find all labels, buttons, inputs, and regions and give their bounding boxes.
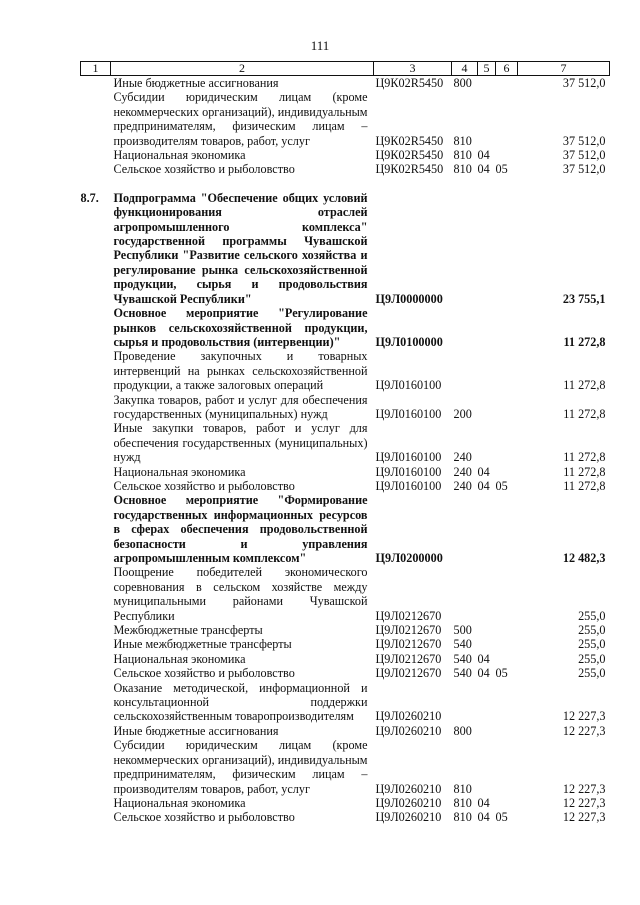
row-name: Основное мероприятие "Формирование государственных информационных ресурсов в сферах обеспечения продовольственной безопасности и управления агропромышленным комплексом" (113, 493, 368, 565)
row-subsection (496, 493, 518, 565)
row-name: Поощрение победителей экономического соревнования в сельском хозяйстве между муниципальными районами Чувашской Республики (113, 565, 368, 623)
table-row (81, 76, 610, 91)
row-number (81, 565, 111, 623)
row-expense-type: 500 (453, 623, 472, 638)
row-code: Ц9Л0160100 (375, 478, 442, 493)
row-amount: 255,0 (578, 666, 606, 681)
table-row (81, 421, 610, 464)
row-number (81, 90, 111, 148)
table-row (81, 306, 610, 349)
row-section (478, 306, 496, 349)
table-row (81, 681, 610, 724)
row-subsection (496, 724, 518, 738)
row-code: Ц9Л0212670 (375, 637, 442, 652)
row-name: Основное мероприятие "Регулирование рынков сельскохозяйственной продукции, сырья и продовольствия (интервенции)" (113, 306, 368, 349)
spacer-row (81, 177, 610, 191)
row-expense-type: 800 (453, 723, 472, 738)
row-code: Ц9Л0000000 (375, 291, 443, 306)
row-code: Ц9Л0212670 (375, 666, 442, 681)
row-code: Ц9Л0260210 (375, 795, 442, 810)
row-amount: 37 512,0 (562, 76, 606, 90)
row-section: 04 (477, 162, 490, 177)
row-amount: 255,0 (578, 608, 606, 623)
row-name: Иные бюджетные ассигнования (113, 723, 279, 738)
table-row (81, 637, 610, 651)
row-number (81, 623, 111, 637)
row-number (81, 681, 111, 724)
row-number (81, 637, 111, 651)
row-section (478, 681, 496, 724)
row-amount: 11 272,8 (563, 478, 606, 493)
budget-table (80, 61, 610, 825)
row-code: Ц9Л0260210 (375, 810, 442, 825)
row-expense-type: 540 (453, 666, 472, 681)
row-expense-type: 810 (453, 810, 472, 825)
table-row (81, 465, 610, 479)
row-name: Оказание методической, информационной и консультационной поддержки сельскохозяйственным товаропроизводителям (113, 680, 368, 724)
table-row (81, 623, 610, 637)
row-number (81, 479, 111, 493)
row-section (478, 738, 496, 796)
table-row (81, 191, 610, 306)
row-code: Ц9Л0260210 (375, 723, 442, 738)
table-row (81, 810, 610, 824)
header-col-6: 6 (496, 62, 518, 76)
row-number (81, 421, 111, 464)
header-col-7: 7 (518, 62, 610, 76)
row-number (81, 666, 111, 680)
row-number (81, 465, 111, 479)
row-name: Национальная экономика (113, 148, 246, 163)
row-section (478, 393, 496, 422)
header-col-4: 4 (452, 62, 478, 76)
row-section (478, 493, 496, 565)
row-section (478, 421, 496, 464)
row-subsection (496, 465, 518, 479)
row-amount: 12 227,3 (562, 781, 606, 796)
row-number: 8.7. (80, 190, 99, 205)
row-name: Субсидии юридическим лицам (кроме некоммерческих организаций), индивидуальным предпринимателям, физическим лицам – производителям товаров, работ, услуг (113, 90, 368, 148)
row-name: Иные бюджетные ассигнования (113, 76, 279, 90)
row-section (478, 724, 496, 738)
row-name: Национальная экономика (113, 464, 246, 479)
row-amount: 12 227,3 (562, 709, 606, 724)
row-section: 04 (477, 478, 490, 493)
table-row (81, 479, 610, 493)
table-row (81, 724, 610, 738)
row-expense-type: 240 (453, 478, 472, 493)
row-expense-type (452, 349, 478, 392)
row-amount: 23 755,1 (562, 291, 606, 306)
row-code: Ц9Л0200000 (375, 551, 443, 565)
row-name: Подпрограмма "Обеспечение общих условий функционирования отраслей агропромышленного комплекса" государственной программы Чувашской Республики "Развитие сельского хозяйства и регулирование рынка сельскохозяйственной продукции, сырья и продовольствия Чувашской Республики" (113, 190, 368, 306)
row-section: 04 (477, 651, 490, 666)
row-expense-type: 800 (453, 76, 472, 90)
row-section: 04 (477, 464, 490, 479)
row-subsection (496, 349, 518, 392)
table-row (81, 652, 610, 666)
row-section (478, 76, 496, 91)
row-code: Ц9К02R5450 (375, 76, 444, 90)
table-row (81, 666, 610, 680)
row-code: Ц9К02R5450 (375, 162, 444, 177)
row-amount: 11 272,8 (563, 406, 606, 421)
row-expense-type (452, 565, 478, 623)
row-name: Иные закупки товаров, работ и услуг для обеспечения государственных (муниципальных) нужд (113, 421, 368, 465)
header-col-1: 1 (81, 62, 111, 76)
row-name: Сельское хозяйство и рыболовство (113, 810, 295, 825)
row-name: Национальная экономика (113, 795, 246, 810)
row-number (81, 162, 111, 176)
row-subsection (496, 191, 518, 306)
row-section: 04 (477, 148, 490, 163)
row-section (478, 637, 496, 651)
row-subsection (496, 306, 518, 349)
row-expense-type: 810 (453, 148, 472, 163)
row-expense-type: 540 (453, 637, 472, 652)
row-amount: 11 272,8 (563, 464, 606, 479)
row-number (81, 493, 111, 565)
row-section (478, 349, 496, 392)
row-amount: 12 227,3 (562, 723, 606, 738)
row-expense-type (452, 191, 478, 306)
table-row (81, 349, 610, 392)
row-code: Ц9К02R5450 (375, 133, 444, 148)
header-row (81, 62, 610, 76)
row-name: Закупка товаров, работ и услуг для обеспечения государственных (муниципальных) нужд (113, 392, 368, 421)
row-number (81, 306, 111, 349)
table-row (81, 796, 610, 810)
row-amount: 255,0 (578, 623, 606, 638)
row-section: 04 (477, 810, 490, 825)
row-subsection (496, 637, 518, 651)
row-subsection (496, 623, 518, 637)
row-name: Национальная экономика (113, 651, 246, 666)
row-code: Ц9Л0260210 (375, 709, 442, 724)
row-number (81, 796, 111, 810)
row-number (81, 393, 111, 422)
row-name: Иные межбюджетные трансферты (113, 637, 292, 652)
row-amount: 37 512,0 (562, 148, 606, 163)
row-subsection (496, 681, 518, 724)
row-code: Ц9Л0160100 (375, 378, 442, 393)
row-number (81, 652, 111, 666)
row-subsection (496, 76, 518, 91)
row-expense-type: 810 (453, 162, 472, 177)
row-number (81, 724, 111, 738)
row-amount: 11 272,8 (563, 450, 606, 465)
row-subsection (496, 148, 518, 162)
row-code: Ц9Л0212670 (375, 651, 442, 666)
row-amount: 37 512,0 (562, 133, 606, 148)
row-number (81, 738, 111, 796)
row-code: Ц9К02R5450 (375, 148, 444, 163)
row-expense-type (452, 306, 478, 349)
row-number (81, 76, 111, 91)
header-col-3: 3 (374, 62, 452, 76)
row-amount: 11 272,8 (563, 334, 606, 349)
row-code: Ц9Л0160100 (375, 406, 442, 421)
row-number (81, 349, 111, 392)
header-col-5: 5 (478, 62, 496, 76)
row-code: Ц9Л0212670 (375, 608, 442, 623)
row-amount: 255,0 (578, 637, 606, 652)
row-subsection (496, 796, 518, 810)
table-row (81, 162, 610, 176)
row-name: Сельское хозяйство и рыболовство (113, 666, 295, 681)
row-name: Сельское хозяйство и рыболовство (113, 478, 295, 493)
row-section: 04 (477, 795, 490, 810)
row-name: Проведение закупочных и товарных интервенций на рынках сельскохозяйственной продукции, а также залоговых операций (113, 349, 368, 393)
table-row (81, 493, 610, 565)
row-name: Межбюджетные трансферты (113, 623, 263, 638)
row-code: Ц9Л0160100 (375, 450, 442, 465)
table-row (81, 393, 610, 422)
row-subsection (496, 90, 518, 148)
row-expense-type: 810 (453, 781, 472, 796)
row-amount: 255,0 (578, 651, 606, 666)
row-amount: 12 227,3 (562, 810, 606, 825)
page-number: 111 (310, 38, 330, 53)
table-row (81, 738, 610, 796)
row-subsection (496, 565, 518, 623)
row-section (478, 565, 496, 623)
row-expense-type: 810 (453, 133, 472, 148)
row-subsection: 05 (495, 162, 508, 177)
table-row (81, 148, 610, 162)
row-section (478, 623, 496, 637)
row-expense-type: 240 (453, 450, 472, 465)
row-amount: 37 512,0 (562, 162, 606, 177)
row-section (478, 90, 496, 148)
header-col-2: 2 (111, 62, 374, 76)
table-row (81, 565, 610, 623)
row-amount: 11 272,8 (563, 378, 606, 393)
row-amount: 12 227,3 (562, 795, 606, 810)
row-code: Ц9Л0212670 (375, 623, 442, 638)
row-expense-type: 240 (453, 464, 472, 479)
row-code: Ц9Л0260210 (375, 781, 442, 796)
row-expense-type: 200 (453, 406, 472, 421)
spacer-cell (81, 177, 610, 191)
row-expense-type (452, 681, 478, 724)
row-number (81, 148, 111, 162)
row-expense-type: 810 (453, 795, 472, 810)
row-amount: 12 482,3 (562, 551, 606, 565)
table-header (81, 62, 610, 76)
row-subsection (496, 421, 518, 464)
table-row (81, 90, 610, 148)
row-number (81, 810, 111, 824)
row-expense-type: 540 (453, 651, 472, 666)
row-section (478, 191, 496, 306)
row-subsection: 05 (495, 810, 508, 825)
row-subsection (496, 652, 518, 666)
table-body (81, 76, 610, 825)
row-code: Ц9Л0100000 (375, 334, 443, 349)
row-code: Ц9Л0160100 (375, 464, 442, 479)
row-expense-type (452, 493, 478, 565)
row-section: 04 (477, 666, 490, 681)
row-subsection (496, 738, 518, 796)
row-subsection: 05 (495, 666, 508, 681)
row-subsection (496, 393, 518, 422)
row-subsection: 05 (495, 478, 508, 493)
row-name: Сельское хозяйство и рыболовство (113, 162, 295, 177)
row-name: Субсидии юридическим лицам (кроме некоммерческих организаций), индивидуальным предпринимателям, физическим лицам – производителям товаров, работ, услуг (113, 738, 368, 796)
